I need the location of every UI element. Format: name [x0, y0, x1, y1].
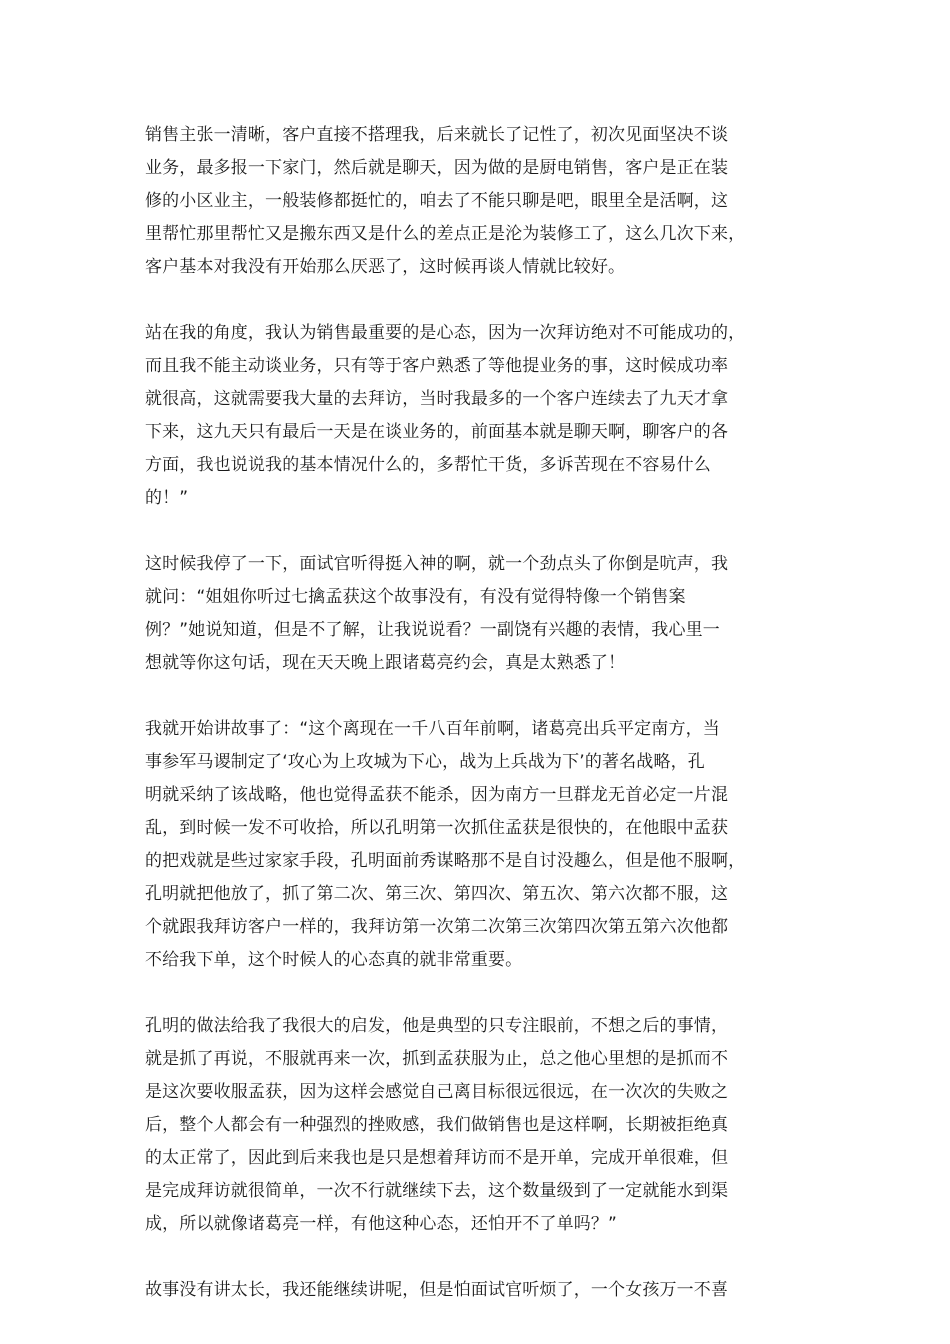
paragraph-2	[145, 317, 810, 515]
text-line: 想就等你这句话，现在天天晚上跟诸葛亮约会，真是太熟悉了！	[145, 653, 626, 673]
text-line: 的把戏就是些过家家手段，孔明面前秀谋略那不是自讨没趣么，但是他不服啊，	[145, 851, 746, 871]
paragraph-1	[145, 119, 810, 284]
document-body	[145, 119, 810, 1340]
text-line: 例？”她说知道，但是不了解，让我说说看？一副饶有兴趣的表情，我心里一	[145, 620, 720, 640]
text-line: 后，整个人都会有一种强烈的挫败感，我们做销售也是这样啊，长期被拒绝真	[145, 1115, 729, 1135]
text-line: 我就开始讲故事了：“这个离现在一千八百年前啊，诸葛亮出兵平定南方，当	[145, 719, 720, 739]
text-line: 乱，到时候一发不可收拾，所以孔明第一次抓住孟获是很快的，在他眼中孟获	[145, 818, 729, 838]
text-line: 是这次要收服孟获，因为这样会感觉自己离目标很远很远，在一次次的失败之	[145, 1082, 729, 1102]
text-line: 就是抓了再说，不服就再来一次，抓到孟获服为止，总之他心里想的是抓而不	[145, 1049, 729, 1069]
text-line: 这时候我停了一下，面试官听得挺入神的啊，就一个劲点头了你倒是吭声，我	[145, 554, 729, 574]
text-line: 成，所以就像诸葛亮一样，有他这种心态，还怕开不了单吗？”	[145, 1214, 618, 1234]
text-line: 就问：“姐姐你听过七擒孟获这个故事没有，有没有觉得特像一个销售案	[145, 587, 686, 607]
text-line: 的！”	[145, 488, 189, 508]
text-line: 方面，我也说说我的基本情况什么的，多帮忙干货，多诉苦现在不容易什么	[145, 455, 711, 475]
paragraph-6	[145, 1274, 810, 1307]
paragraph-3	[145, 548, 810, 680]
paragraph-4	[145, 713, 810, 977]
text-line: 故事没有讲太长，我还能继续讲呢，但是怕面试官听烦了，一个女孩万一不喜	[145, 1280, 729, 1300]
text-line: 客户基本对我没有开始那么厌恶了，这时候再谈人情就比较好。	[145, 257, 626, 277]
text-line: 业务，最多报一下家门，然后就是聊天，因为做的是厨电销售，客户是正在装	[145, 158, 729, 178]
text-line: 修的小区业主，一般装修都挺忙的，咱去了不能只聊是吧，眼里全是活啊，这	[145, 191, 729, 211]
text-line: 就很高，这就需要我大量的去拜访，当时我最多的一个客户连续去了九天才拿	[145, 389, 729, 409]
text-line: 不给我下单，这个时候人的心态真的就非常重要。	[145, 950, 523, 970]
text-line: 事参军马谡制定了‘攻心为上攻城为下心，战为上兵战为下’的著名战略，孔	[145, 752, 705, 772]
text-line: 销售主张一清晰，客户直接不搭理我，后来就长了记性了，初次见面坚决不谈	[145, 125, 729, 145]
text-line: 孔明就把他放了，抓了第二次、第三次、第四次、第五次、第六次都不服，这	[145, 884, 729, 904]
text-line: 站在我的角度，我认为销售最重要的是心态，因为一次拜访绝对不可能成功的，	[145, 323, 746, 343]
text-line: 明就采纳了该战略，他也觉得孟获不能杀，因为南方一旦群龙无首必定一片混	[145, 785, 729, 805]
text-line: 里帮忙那里帮忙又是搬东西又是什么的差点正是沦为装修工了，这么几次下来，	[145, 224, 746, 244]
text-line: 孔明的做法给我了我很大的启发，他是典型的只专注眼前，不想之后的事情，	[145, 1016, 729, 1036]
text-line: 的太正常了，因此到后来我也是只是想着拜访而不是开单，完成开单很难，但	[145, 1148, 729, 1168]
text-line: 下来，这九天只有最后一天是在谈业务的，前面基本就是聊天啊，聊客户的各	[145, 422, 729, 442]
paragraph-5	[145, 1010, 810, 1241]
text-line: 个就跟我拜访客户一样的，我拜访第一次第二次第三次第四次第五第六次他都	[145, 917, 729, 937]
text-line: 是完成拜访就很简单，一次不行就继续下去，这个数量级到了一定就能水到渠	[145, 1181, 729, 1201]
text-line: 而且我不能主动谈业务，只有等于客户熟悉了等他提业务的事，这时候成功率	[145, 356, 729, 376]
